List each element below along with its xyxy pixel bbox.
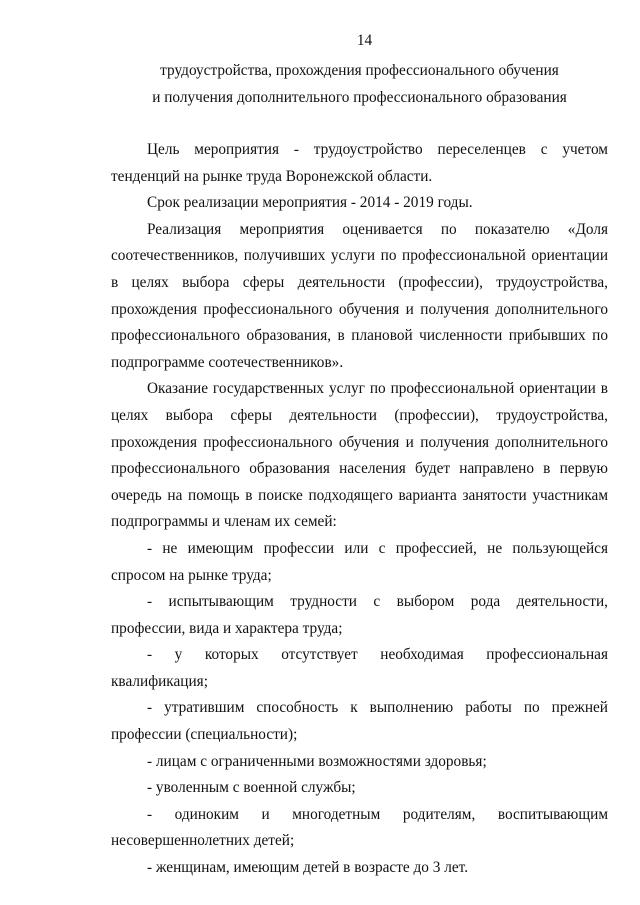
list-item: - у которых отсутствует необходимая профессиональная квалификация; (111, 646, 608, 690)
heading-line-1: трудоустройства, прохождения профессионального обучения (160, 62, 559, 79)
page-number: 14 (356, 32, 373, 49)
list-item: - лицам с ограниченными возможностями здоровья; (147, 752, 487, 770)
list-item: - не имеющим профессии или с профессией, не пользующейся спросом на рынке труда; (111, 539, 608, 584)
list-item: - утратившим способность к выполнению работы по прежней профессии (специальности); (111, 699, 608, 744)
paragraph-term: Срок реализации мероприятия - 2014 - 2019 годы. (147, 194, 473, 212)
list-item: - уволенным с военной службы; (147, 779, 356, 797)
paragraph-services: Оказание государственных услуг по профессиональной ориентации в целях выбора сферы деятельности (профессии), трудоустройства, прохождения профессионального обучения и получения дополнительного профессионального образования населения будет направлено в первую очередь на помощь в поиске подходящего варианта занятости участникам подпрограммы и членам их семей: (111, 380, 608, 531)
list-item: - женщинам, имеющим детей в возрасте до 3 лет. (147, 859, 469, 877)
heading-line-2: и получения дополнительного профессионального образования (152, 88, 567, 106)
paragraph-goal: Цель мероприятия - трудоустройство переселенцев с учетом тенденций на рынке труда Воронежской области. (111, 141, 608, 185)
list-item: - испытывающим трудности с выбором рода деятельности, профессии, вида и характера труда; (111, 593, 608, 637)
paragraph-evaluation: Реализация мероприятия оценивается по показателю «Доля соотечественников, получивших услуги по профессиональной ориентации в целях выбора сферы деятельности (профессии), трудоустройства, прохождения профессионального обучения и получения дополнительного профессионального образования, в плановой численности прибывших по подпрограмме соотечественников». (111, 220, 608, 371)
section-heading (111, 58, 608, 111)
list-item: - одиноким и многодетным родителям, воспитывающим несовершеннолетних детей; (111, 805, 608, 850)
document-body (111, 137, 608, 882)
